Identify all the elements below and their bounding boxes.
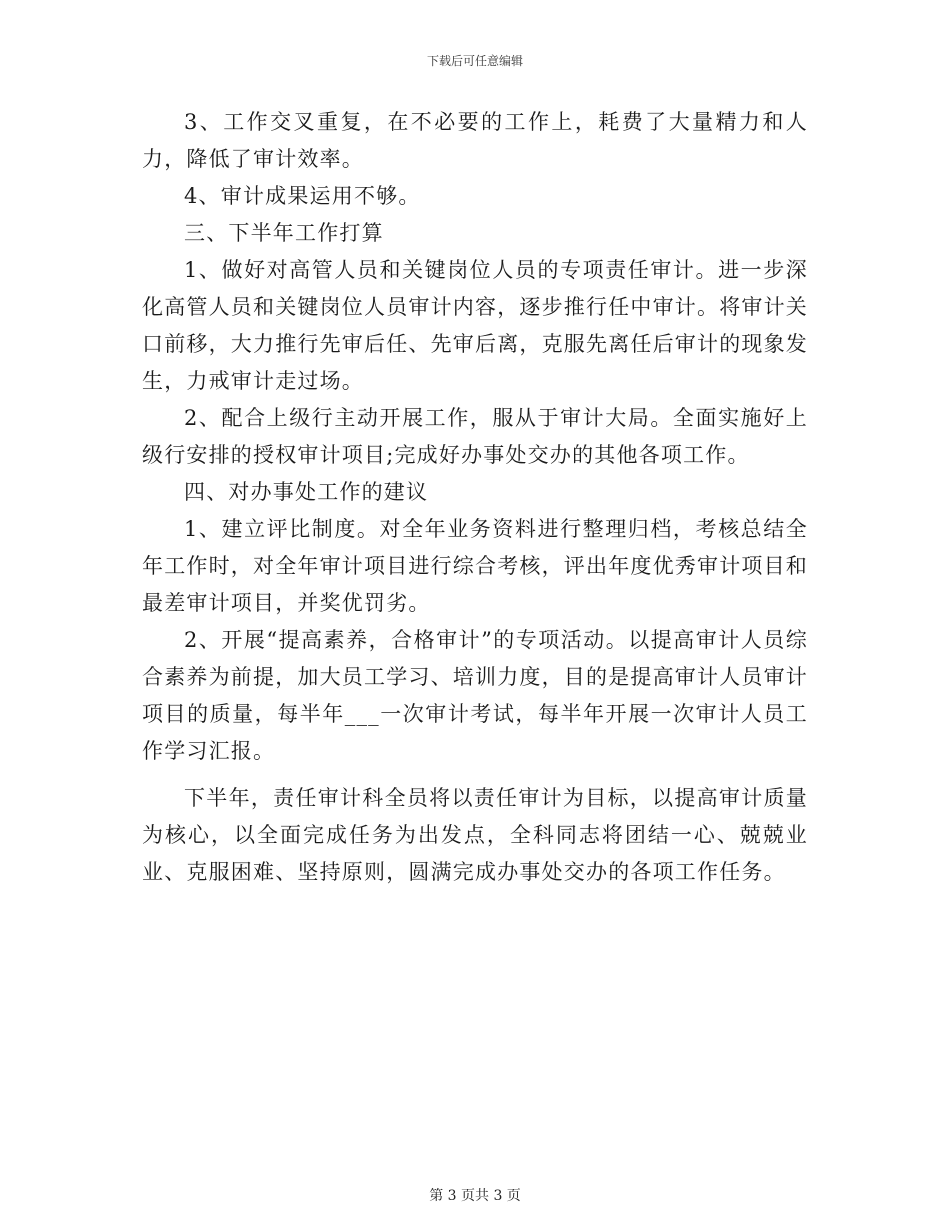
paragraph-plan-1: 1、做好对高管人员和关键岗位人员的专项责任审计。进一步深化高管人员和关键岗位人员审计内容，逐步推行任中审计。将审计关口前移，大力推行先审后任、先审后离，克服先离任后审计的现象发生，力戒审计走过场。 xyxy=(142,258,808,393)
paragraph-suggestion-1: 1、建立评比制度。对全年业务资料进行整理归档，考核总结全年工作时，对全年审计项目进行综合考核，评出年度优秀审计项目和最差审计项目，并奖优罚劣。 xyxy=(142,517,808,615)
paragraph-suggestion-2: 2、开展“提高素养，合格审计”的专项活动。以提高审计人员综合素养为前提，加大员工学习、培训力度，目的是提高审计人员审计项目的质量，每半年___一次审计考试，每半年开展一次审计人员工作学习汇报。 xyxy=(142,628,808,763)
paragraph-item-3: 3、工作交叉重复，在不必要的工作上，耗费了大量精力和人力，降低了审计效率。 xyxy=(142,110,808,171)
page-header: 下载后可任意编辑 xyxy=(426,54,523,68)
section-heading-4: 四、对办事处工作的建议 xyxy=(184,480,429,504)
section-heading-3: 三、下半年工作打算 xyxy=(184,221,384,245)
paragraph-plan-2: 2、配合上级行主动开展工作，服从于审计大局。全面实施好上级行安排的授权审计项目;完成好办事处交办的其他各项工作。 xyxy=(142,406,808,467)
paragraph-item-4: 4、审计成果运用不够。 xyxy=(184,184,421,208)
paragraph-conclusion: 下半年，责任审计科全员将以责任审计为目标，以提高审计质量为核心，以全面完成任务为出发点，全科同志将团结一心、兢兢业业、克服困难、坚持原则，圆满完成办事处交办的各项工作任务。 xyxy=(142,786,808,884)
page-number: 第 3 页共 3 页 xyxy=(429,1188,521,1204)
document-body xyxy=(142,104,808,891)
